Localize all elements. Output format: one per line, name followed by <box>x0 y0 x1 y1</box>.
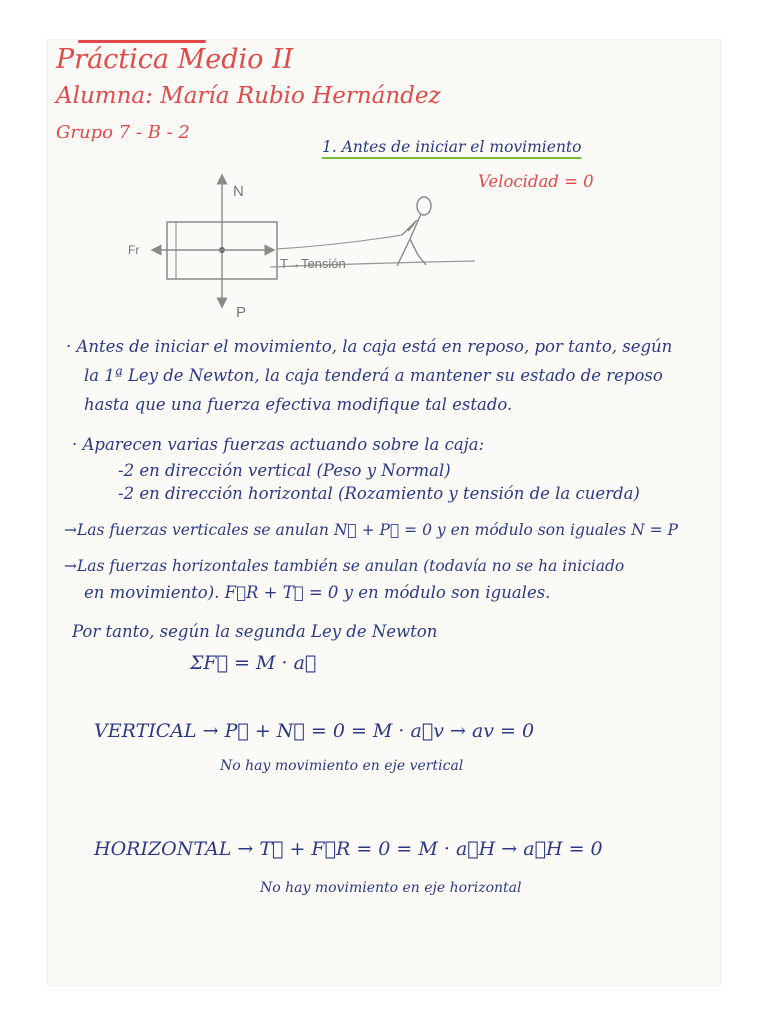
para2-line1: · Aparecen varias fuerzas actuando sobre la caja: <box>72 435 485 454</box>
vertical-equation: VERTICAL → P⃗ + N⃗ = 0 = M · a⃗v → av = 0 <box>94 720 535 742</box>
para4-line1: →Las fuerzas horizontales también se anulan (todavía no se ha iniciado <box>64 557 625 575</box>
rope-line <box>277 235 402 249</box>
velocity-note: Velocidad = 0 <box>478 172 594 191</box>
para1-line1: · Antes de iniciar el movimiento, la caja está en reposo, por tanto, según <box>66 337 673 356</box>
vertical-note: No hay movimiento en eje vertical <box>220 758 464 774</box>
para1-line3: hasta que una fuerza efectiva modifique tal estado. <box>84 395 513 414</box>
para5-newton: Por tanto, según la segunda Ley de Newton <box>72 622 438 641</box>
horizontal-note: No hay movimiento en eje horizontal <box>260 880 522 896</box>
para2-line2: -2 en dirección vertical (Peso y Normal) <box>118 461 451 480</box>
person-figure <box>397 197 431 266</box>
student-name: Alumna: María Rubio Hernández <box>56 83 441 109</box>
label-p: P <box>236 304 247 320</box>
page-title: Práctica Medio II <box>56 44 294 75</box>
newton-formula: ΣF⃗ = M · a⃗ <box>190 652 317 674</box>
top-red-line <box>78 40 206 43</box>
group-label: Grupo 7 - B - 2 <box>56 122 190 143</box>
section-heading: 1. Antes de iniciar el movimiento <box>322 138 582 156</box>
para4-line2: en movimiento). F⃗R + T⃗ = 0 y en módulo son iguales. <box>84 583 551 602</box>
label-n: N <box>233 183 244 200</box>
horizontal-equation: HORIZONTAL → T⃗ + F⃗R = 0 = M · a⃗H → a⃗H = 0 <box>94 838 603 860</box>
force-diagram <box>110 165 500 320</box>
para1-line2: la 1ª Ley de Newton, la caja tenderá a mantener su estado de reposo <box>84 366 663 385</box>
para2-line3: -2 en dirección horizontal (Rozamiento y tensión de la cuerda) <box>118 484 640 503</box>
label-tension: T→Tensión <box>280 256 346 271</box>
label-fr: Fr <box>128 243 140 257</box>
para3-vertical-forces: →Las fuerzas verticales se anulan N⃗ + P⃗ = 0 y en módulo son iguales N = P <box>64 521 678 539</box>
